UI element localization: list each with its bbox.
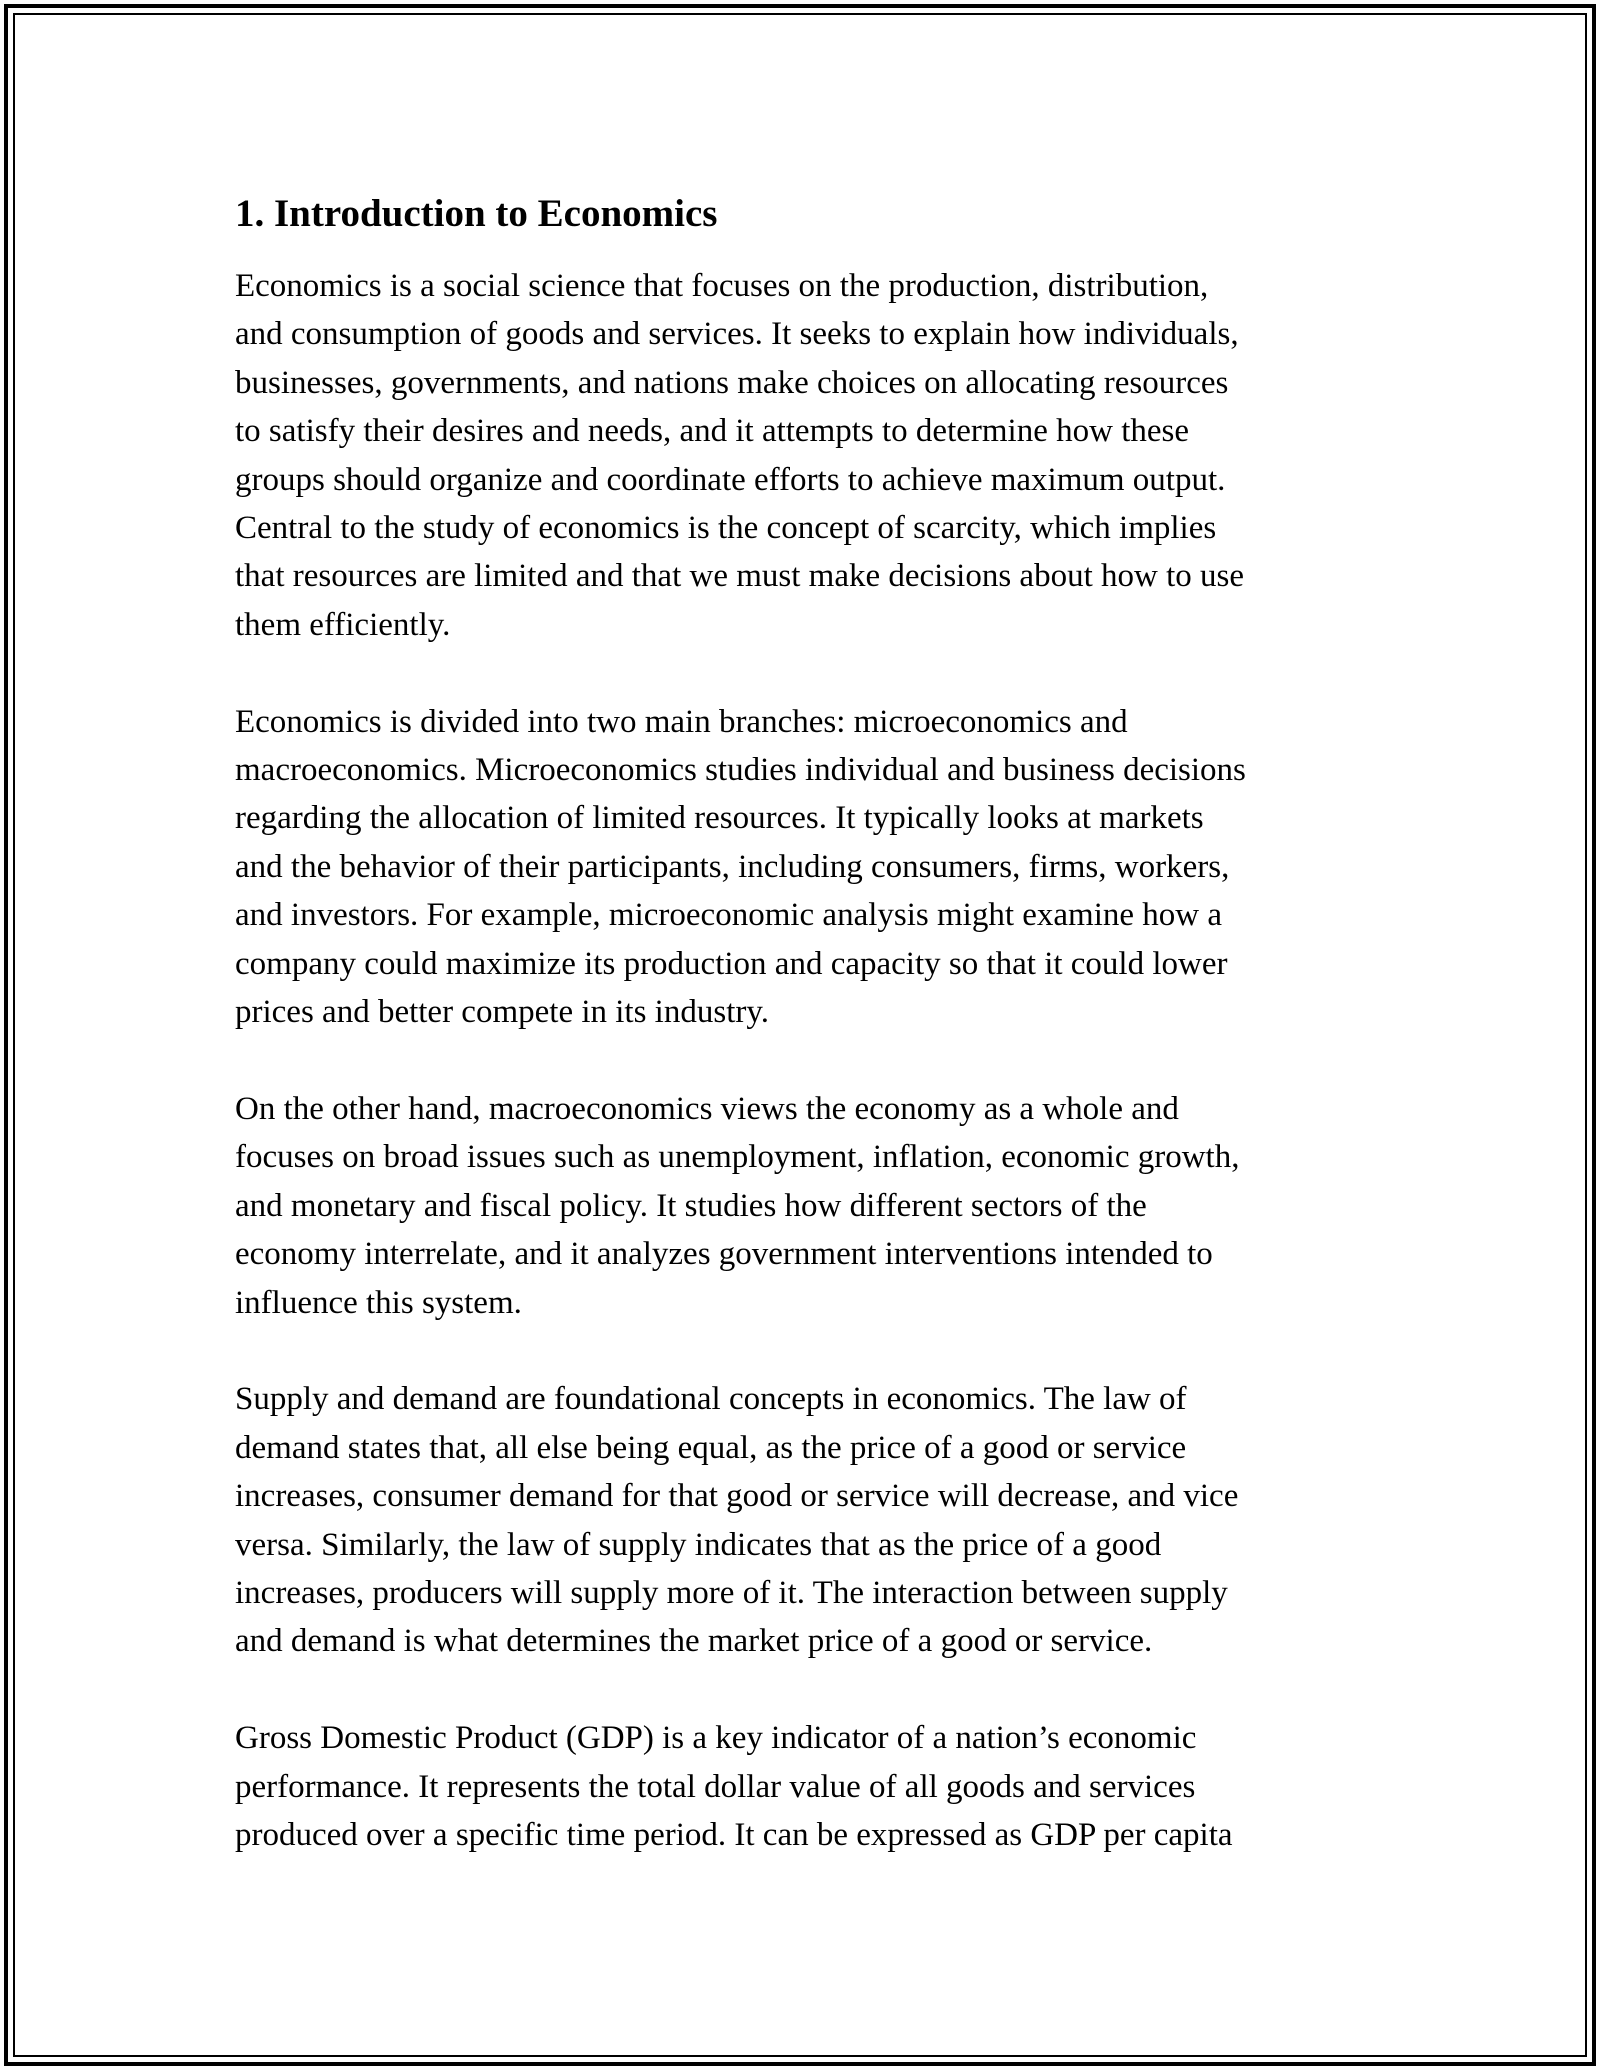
paragraph-line: focuses on broad issues such as unemployment, inflation, economic growth, <box>235 1139 1240 1176</box>
paragraph-line: economy interrelate, and it analyzes government interventions intended to <box>235 1236 1213 1273</box>
paragraph-line: Gross Domestic Product (GDP) is a key indicator of a nation’s economic <box>235 1720 1197 1757</box>
paragraph-line: and demand is what determines the market price of a good or service. <box>235 1623 1153 1660</box>
paragraph-line: company could maximize its production and capacity so that it could lower <box>235 945 1228 982</box>
paragraph-line: On the other hand, macroeconomics views the economy as a whole and <box>235 1090 1179 1127</box>
paragraph-line: businesses, governments, and nations make choices on allocating resources <box>235 364 1229 401</box>
paragraph-line: performance. It represents the total dollar value of all goods and services <box>235 1768 1196 1805</box>
paragraph-line: and consumption of goods and services. It seeks to explain how individuals, <box>235 316 1239 353</box>
paragraph-line: that resources are limited and that we must make decisions about how to use <box>235 558 1244 595</box>
paragraph <box>235 262 1395 649</box>
paragraph-container <box>235 262 1395 1859</box>
paragraph-line: groups should organize and coordinate efforts to achieve maximum output. <box>235 461 1226 498</box>
paragraph-line: increases, producers will supply more of it. The interaction between supply <box>235 1574 1228 1611</box>
paragraph-line: versa. Similarly, the law of supply indicates that as the price of a good <box>235 1526 1162 1563</box>
paragraph-line: increases, consumer demand for that good or service will decrease, and vice <box>235 1478 1239 1515</box>
paragraph <box>235 1085 1395 1327</box>
paragraph-line: regarding the allocation of limited resources. It typically looks at markets <box>235 800 1204 837</box>
paragraph-line: and the behavior of their participants, including consumers, firms, workers, <box>235 848 1230 885</box>
paragraph-line: Economics is divided into two main branches: microeconomics and <box>235 703 1128 740</box>
paragraph-line: macroeconomics. Microeconomics studies individual and business decisions <box>235 752 1246 789</box>
paragraph-line: and investors. For example, microeconomic analysis might examine how a <box>235 897 1223 934</box>
paragraph-line: and monetary and fiscal policy. It studies how different sectors of the <box>235 1187 1147 1224</box>
paragraph-line: Central to the study of economics is the concept of scarcity, which implies <box>235 510 1217 547</box>
paragraph-line: produced over a specific time period. It can be expressed as GDP per capita <box>235 1816 1233 1853</box>
section-heading: 1. Introduction to Economics <box>235 192 718 235</box>
paragraph-line: Supply and demand are foundational concepts in economics. The law of <box>235 1381 1187 1418</box>
paragraph-line: Economics is a social science that focuses on the production, distribution, <box>235 268 1209 304</box>
paragraph <box>235 698 1395 1037</box>
paragraph <box>235 1714 1395 1859</box>
paragraph <box>235 1375 1395 1665</box>
paragraph-line: prices and better compete in its industry. <box>235 994 769 1031</box>
paragraph-line: demand states that, all else being equal, as the price of a good or service <box>235 1429 1187 1466</box>
document-body <box>235 190 1395 1908</box>
paragraph-line: influence this system. <box>235 1284 522 1321</box>
paragraph-line: them efficiently. <box>235 606 451 643</box>
paragraph-line: to satisfy their desires and needs, and it attempts to determine how these <box>235 413 1190 450</box>
